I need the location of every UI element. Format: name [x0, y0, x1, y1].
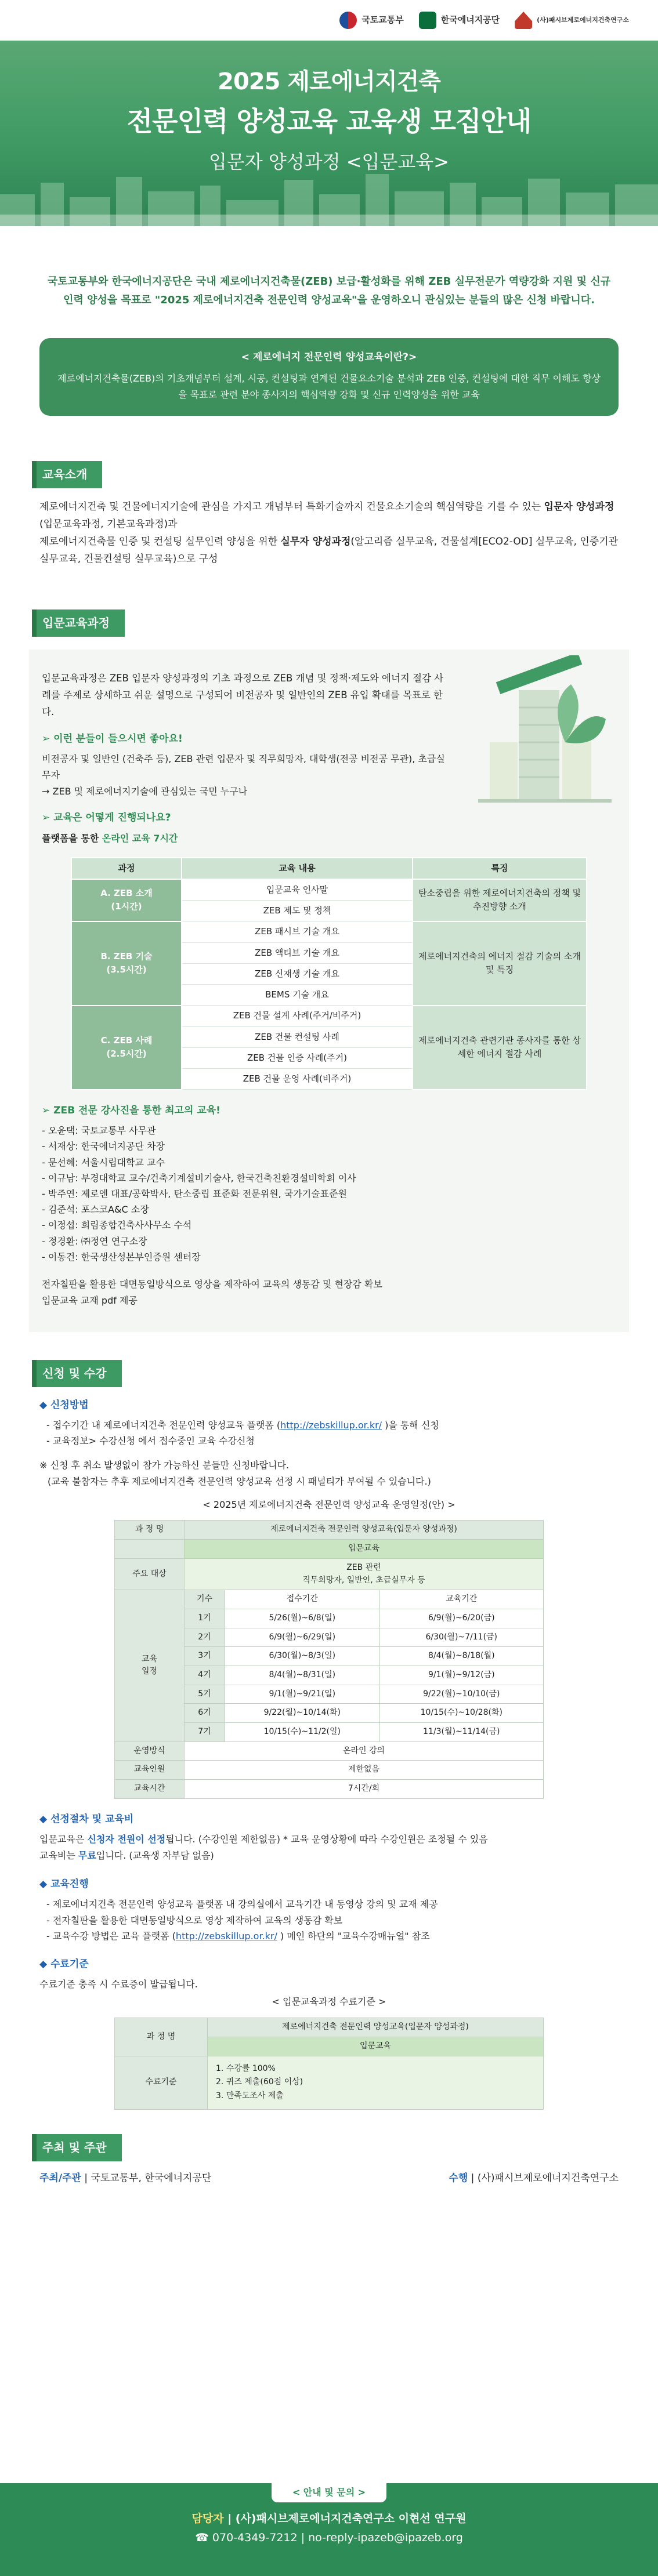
platform-link[interactable]: http://zebskillup.or.kr/	[280, 1420, 382, 1431]
logo-ipazeb: (사)패시브제로에너지건축연구소	[515, 12, 629, 29]
criteria-table	[114, 2018, 544, 2110]
round: 4기	[185, 1666, 225, 1685]
item-b4: BEMS 기술 개요	[182, 985, 413, 1006]
period: 9/1(월)~9/12(금)	[379, 1666, 543, 1685]
method-item: - 교육정보> 수강신청 에서 접수중인 교육 수강신청	[46, 1433, 619, 1449]
host-right: 수행 | (사)패시브제로에너지건축연구소	[449, 2172, 619, 2184]
course-desc: 입문교육과정은 ZEB 입문자 양성과정의 기초 과정으로 ZEB 개념 및 정책·제도와 에너지 절감 사례를 주제로 상세하고 쉬운 설명으로 구성되어 비전공자 및 일반인의 ZEB 유입 확대를 목표로 한다.	[42, 673, 444, 718]
lecturer-title: ➢ ZEB 전문 강사진을 통한 최고의 교육!	[42, 1104, 220, 1116]
course-panel	[29, 650, 629, 1332]
who-title: ➢ 이런 분들이 들으시면 좋아요!	[42, 732, 183, 745]
hero-subtitle: 입문자 양성과정 <입문교육>	[208, 151, 449, 173]
h-mode: 운영방식	[115, 1741, 185, 1761]
item-a2: ZEB 제도 및 정책	[182, 901, 413, 921]
section-course	[0, 609, 658, 1332]
tag-edu-intro: 교육소개	[32, 461, 102, 488]
group-b: B. ZEB 기술 (3.5시간)	[71, 921, 182, 1006]
selection-text: 입문교육은 신청자 전원이 선정됩니다. (수강인원 제한없음) * 교육 운영상황에 따라 수강인원은 조정될 수 있음 교육비는 무료입니다. (교육생 자부담 없음)	[39, 1834, 488, 1862]
h-schedule: 교육 일정	[115, 1590, 185, 1742]
round: 1기	[185, 1609, 225, 1628]
crit-items: 1. 수강률 100% 2. 퀴즈 제출(60점 이상) 3. 만족도조사 제출	[208, 2056, 544, 2109]
apply-body	[0, 1398, 658, 2110]
h-people: 교육인원	[115, 1761, 185, 1780]
progress-item: - 교육수강 방법은 교육 플랫폼 (http://zebskillup.or.kr/ ) 메인 하단의 "교육수강매뉴얼" 참조	[46, 1928, 619, 1944]
host-left: 주최/주관 | 국토교통부, 한국에너지공단	[39, 2172, 212, 2184]
section-host	[0, 2134, 658, 2186]
people: 제한없음	[185, 1761, 544, 1780]
round: 5기	[185, 1685, 225, 1704]
target: ZEB 관련 직무희망자, 일반인, 초급실무자 등	[185, 1558, 544, 1590]
crit-h-course: 과 정 명	[115, 2018, 208, 2056]
round: 7기	[185, 1723, 225, 1742]
criteria-table-title: < 입문교육과정 수료기준 >	[272, 1996, 386, 2008]
section-edu-intro	[0, 461, 658, 568]
th-feature: 특징	[413, 858, 587, 879]
recv: 6/30(월)~8/3(일)	[225, 1647, 380, 1666]
h-course-blank	[115, 1540, 185, 1559]
warn2: (교육 불참자는 추후 제로에너지건축 전문인력 양성교육 선정 시 패널티가 부여될 수 있습니다.)	[48, 1475, 431, 1487]
h-time: 교육시간	[115, 1780, 185, 1799]
recv: 6/9(월)~6/29(일)	[225, 1628, 380, 1647]
item-c3: ZEB 건물 인증 사례(주거)	[182, 1047, 413, 1068]
molit-emblem-icon	[339, 12, 357, 29]
h-course: 과 정 명	[115, 1521, 185, 1540]
h-recv: 접수기간	[225, 1590, 380, 1609]
house-icon	[515, 12, 532, 29]
schedule-table	[114, 1520, 544, 1798]
what-is-answer: 제로에너지건축물(ZEB)의 기초개념부터 설계, 시공, 컨설팅과 연계된 건물요소기술 분석과 ZEB 인증, 컨설팅에 대한 직무 이해도 향상을 목표로 관련 분야 종사자의 핵심역량 강화 및 신규 인력양성을 위한 교육	[57, 373, 601, 401]
contact-footer	[0, 2483, 658, 2576]
item-b1: ZEB 패시브 기술 개요	[182, 921, 413, 942]
contact-person: 담당자 | (사)패시브제로에너지건축연구소 이현선 연구원	[191, 2512, 467, 2525]
th-content: 교육 내용	[182, 858, 413, 879]
logo-molit: 국토교통부	[339, 12, 403, 29]
progress-title: ◆ 교육진행	[39, 1878, 89, 1891]
course-note1: 전자칠판을 활용한 대면동일방식으로 영상을 제작하여 교육의 생동감 및 현장감 확보	[42, 1278, 382, 1290]
group-c: C. ZEB 사례 (2.5시간)	[71, 1006, 182, 1090]
criteria-text: 수료기준 충족 시 수료증이 발급됩니다.	[39, 1979, 198, 1990]
h-round: 기수	[185, 1590, 225, 1609]
recv: 9/22(월)~10/14(화)	[225, 1704, 380, 1723]
feature-b: 제로에너지건축의 에너지 절감 기술의 소개 및 특징	[413, 921, 587, 1006]
who-text: 비전공자 및 일반인 (건축주 등), ZEB 관련 입문자 및 직무희망자, 대학생(전공 비전공 무관), 초급실무자	[42, 753, 445, 781]
recv: 8/4(월)~8/31(일)	[225, 1666, 380, 1685]
recv: 5/26(월)~6/8(일)	[225, 1609, 380, 1628]
lecturer-item: - 박주연: 제로엔 대표/공학박사, 탄소중립 표준화 전문위원, 국가기술표준원	[42, 1186, 616, 1202]
mode: 온라인 강의	[185, 1741, 544, 1761]
city-skyline-illustration	[0, 162, 658, 226]
intro-text: 국토교통부와 한국에너지공단은 국내 제로에너지건축물(ZEB) 보급·활성화를 위해 ZEB 실무전문가 역량강화 지원 및 신규인력 양성을 목표로 "2025 제로에너지건축 전문인력 양성교육"을 운영하오니 관심있는 분들의 많은 신청 바랍니다.	[47, 275, 611, 306]
item-b2: ZEB 액티브 기술 개요	[182, 942, 413, 963]
hero-title-line2: 전문인력 양성교육 교육생 모집안내	[126, 106, 532, 137]
item-c1: ZEB 건물 설계 사례(주거/비주거)	[182, 1006, 413, 1026]
lecturer-item: - 정경환: ㈜정연 연구소장	[42, 1233, 616, 1249]
course-note2: 입문교육 교재 pdf 제공	[42, 1294, 138, 1306]
time: 7시간/회	[185, 1780, 544, 1799]
edu-intro-text: 제로에너지건축 및 건물에너지기술에 관심을 가지고 개념부터 특화기술까지 건물요소기술의 핵심역량을 기를 수 있는 입문자 양성과정(입문교육과정, 기본교육과정)과 제로에너지건축물 인증 및 컨설팅 실무인력 양성을 위한 실무자 양성과정(알고리즘 실무교육, 건물설계[ECO2-OD] 실무교육, 인증기관 실무교육, 건물컨설팅 실무교육)으로 구성	[39, 501, 619, 565]
tag-course: 입문교육과정	[32, 609, 125, 637]
period: 10/15(수)~10/28(화)	[379, 1704, 543, 1723]
period: 9/22(월)~10/10(금)	[379, 1685, 543, 1704]
warn1: ※ 신청 후 취소 발생없이 참가 가능하신 분들만 신청바랍니다.	[39, 1459, 290, 1471]
course-table	[71, 857, 587, 1090]
lecturer-item: - 이동건: 한국생산성본부인증원 센터장	[42, 1249, 616, 1265]
round: 6기	[185, 1704, 225, 1723]
logo-kea: 한국에너지공단	[419, 12, 500, 29]
progress-item: - 제로에너지건축 전문인력 양성교육 플랫폼 내 강의실에서 교육기간 내 동영상 강의 및 교재 제공	[46, 1896, 619, 1912]
course-name2: 입문교육	[185, 1540, 544, 1559]
crit-h: 수료기준	[115, 2056, 208, 2109]
what-is-question: < 제로에너지 전문인력 양성교육이란?>	[241, 351, 417, 363]
how-title: ➢ 교육은 어떻게 진행되나요?	[42, 812, 171, 824]
what-is-box	[39, 338, 619, 416]
progress-item: - 전자칠판을 활용한 대면동일방식으로 영상 제작하여 교육의 생동감 확보	[46, 1913, 619, 1928]
contact-label: < 안내 및 문의 >	[272, 2483, 386, 2502]
th-course: 과정	[71, 858, 182, 879]
feature-a: 탄소중립을 위한 제로에너지건축의 정책 및 추진방향 소개	[413, 879, 587, 921]
section-apply	[0, 1360, 658, 2110]
lecturer-item: - 서재상: 한국에너지공단 차장	[42, 1138, 616, 1154]
criteria-title: ◆ 수료기준	[39, 1958, 89, 1971]
period: 6/9(월)~6/20(금)	[379, 1609, 543, 1628]
method-title: ◆ 신청방법	[39, 1399, 89, 1411]
crit-course2: 입문교육	[208, 2037, 544, 2056]
plan-title: < 2025년 제로에너지건축 전문인력 양성교육 운영일정(안) >	[203, 1499, 455, 1510]
recv: 10/15(수)~11/2(일)	[225, 1723, 380, 1742]
selection-title: ◆ 선정절차 및 교육비	[39, 1813, 134, 1825]
item-a1: 입문교육 인사말	[182, 879, 413, 901]
logo-bar	[0, 0, 658, 41]
who-text2: → ZEB 및 제로에너지기술에 관심있는 국민 누구나	[42, 786, 248, 797]
contact-phone-email[interactable]: ☎ 070-4349-7212 | no-reply-ipazeb@ipazeb.org	[195, 2531, 463, 2545]
course-name: 제로에너지건축 전문인력 양성교육(입문자 양성과정)	[185, 1521, 544, 1540]
h-target: 주요 대상	[115, 1558, 185, 1590]
progress-list	[39, 1896, 619, 1944]
kea-emblem-icon	[419, 12, 436, 29]
crit-course: 제로에너지건축 전문인력 양성교육(입문자 양성과정)	[208, 2018, 544, 2037]
hero-banner	[0, 41, 658, 226]
period: 6/30(월)~7/11(금)	[379, 1628, 543, 1647]
hero-title-line1: 2025 제로에너지건축	[218, 68, 440, 95]
lecturer-item: - 문선혜: 서울시립대학교 교수	[42, 1155, 616, 1170]
group-a: A. ZEB 소개 (1시간)	[71, 879, 182, 921]
tag-host: 주최 및 주관	[32, 2134, 122, 2161]
method-item: - 접수기간 내 제로에너지건축 전문인력 양성교육 플랫폼 (http://zebskillup.or.kr/ )을 통해 신청	[46, 1417, 619, 1433]
recv: 9/1(월)~9/21(일)	[225, 1685, 380, 1704]
feature-c: 제로에너지건축 관련기관 종사자를 통한 상세한 에너지 절감 사례	[413, 1006, 587, 1090]
round: 3기	[185, 1647, 225, 1666]
platform-link-2[interactable]: http://zebskillup.or.kr/	[175, 1930, 277, 1942]
item-c2: ZEB 건물 컨설팅 사례	[182, 1026, 413, 1047]
h-period: 교육기간	[379, 1590, 543, 1609]
round: 2기	[185, 1628, 225, 1647]
eco-building-illustration	[478, 655, 612, 806]
lecturer-item: - 김준석: 포스코A&C 소장	[42, 1202, 616, 1217]
method-list	[39, 1417, 619, 1449]
period: 11/3(월)~11/14(금)	[379, 1723, 543, 1742]
lecturer-item: - 이규남: 부경대학교 교수/건축기계설비기술사, 한국건축친환경설비학회 이사	[42, 1170, 616, 1186]
period: 8/4(월)~8/18(월)	[379, 1647, 543, 1666]
lecturer-list	[42, 1123, 616, 1265]
item-b3: ZEB 신재생 기술 개요	[182, 963, 413, 984]
lecturer-item: - 오윤택: 국토교통부 사무관	[42, 1123, 616, 1138]
tag-apply: 신청 및 수강	[32, 1360, 122, 1387]
host-row	[0, 2161, 658, 2186]
lecturer-item: - 이정섭: 희림종합건축사사무소 수석	[42, 1217, 616, 1233]
item-c4: ZEB 건물 운영 사례(비주거)	[182, 1069, 413, 1090]
how-text: 플랫폼을 통한 온라인 교육 7시간	[42, 832, 178, 844]
